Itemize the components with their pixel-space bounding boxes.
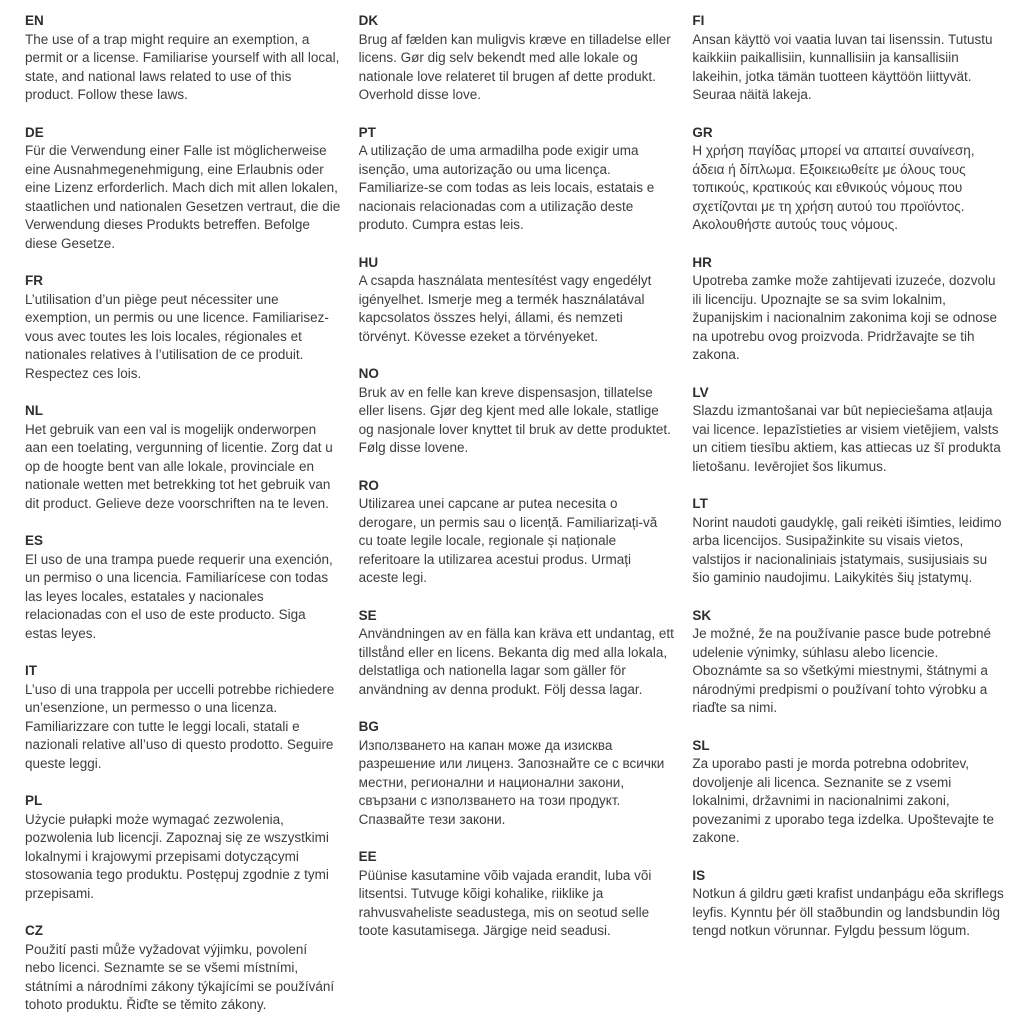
translation-text-fi: Ansan käyttö voi vaatia luvan tai lisenssin. Tutustu kaikkiin paikallisiin, kunnallisiin ja kansallisiin lakeihin, jotka tämän tuotteen käyttöön liittyvät. Seuraa näitä lakeja.: [692, 31, 993, 102]
language-block-nl: [25, 402, 341, 513]
translation-text-en: The use of a trap might require an exemption, a permit or a license. Familiarise yourself with all local, state, and national laws related to use of this product. Follow these laws.: [25, 31, 340, 102]
language-code-sl: SL: [692, 737, 710, 753]
language-code-is: IS: [692, 867, 706, 883]
translation-text-fr: L’utilisation d’un piège peut nécessiter une exemption, un permis ou une licence. Familiarisez-vous avec toutes les lois locales, régionales et nationales relatives à l’utilisation de ce produit. Respectez ces lois.: [25, 291, 329, 381]
language-code-lv: LV: [692, 384, 709, 400]
translation-text-is: Notkun á gildru gæti krafist undanþágu eða skriflegs leyfis. Kynntu þér öll staðbundin og landsbundin lög tengd notkun vörunnar. Fylgdu þessum lögum.: [692, 886, 1004, 938]
language-code-cz: CZ: [25, 923, 43, 938]
language-block-lv: [692, 384, 1008, 477]
language-code-it: IT: [25, 663, 37, 678]
language-code-fr: FR: [25, 273, 43, 288]
language-code-sk: SK: [692, 607, 712, 623]
language-code-pt: PT: [358, 124, 376, 140]
language-block-dk: [359, 12, 675, 105]
language-block-pl: [25, 792, 341, 903]
translation-text-no: Bruk av en felle kan kreve dispensasjon, tillatelse eller lisens. Gjør deg kjent med alle lokale, statlige og nasjonale lover knyttet til bruk av dette produktet. Følg disse lovene.: [358, 384, 671, 455]
language-code-hu: HU: [358, 254, 379, 270]
language-block-no: [359, 365, 675, 458]
translation-text-bg: Използването на капан може да изисква разрешение или лиценз. Запознайте се с всички местни, регионални и национални закони, свързани с използването на този продукт. Спазвайте тези закони.: [358, 737, 665, 827]
language-block-es: [25, 532, 341, 643]
language-block-se: [359, 607, 675, 700]
language-block-pt: [359, 124, 675, 235]
language-block-gr: [692, 124, 1008, 235]
language-block-hu: [359, 254, 675, 347]
translation-text-ro: Utilizarea unei capcane ar putea necesita o derogare, un permis sau o licență. Familiarizați-vă cu toate legile locale, regionale și naționale referitoare la utilizarea acestui produs. Urmați aceste legi.: [358, 496, 658, 585]
language-code-gr: GR: [692, 124, 713, 140]
language-code-de: DE: [25, 124, 44, 140]
language-block-fi: [692, 12, 1008, 105]
translation-text-hu: A csapda használata mentesítést vagy engedélyt igényelhet. Ismerje meg a termék használatával kapcsolatos összes helyi, állami, és nemzeti törvényt. Kövesse ezeket a törvényeket.: [358, 273, 652, 344]
column-middle: [359, 12, 675, 1024]
language-block-hr: [692, 254, 1008, 365]
language-code-en: EN: [25, 13, 44, 28]
translation-text-gr: Η χρήση παγίδας μπορεί να απαιτεί συναίνεση, άδεια ή δίπλωμα. Εξοικειωθείτε με όλους τους τοπικούς, κρατικούς και εθνικούς νόμους που σχετίζονται με τη χρήση αυτού του προϊόντος. Ακολουθήστε αυτούς τους νόμους.: [692, 143, 975, 232]
language-block-ro: [359, 477, 675, 588]
translation-text-pt: A utilização de uma armadilha pode exigir uma isenção, uma autorização ou uma licença. Familiarize-se com todas as leis locais, estatais e nacionais relacionadas com a utilização deste produto. Cumpra estas leis.: [358, 143, 655, 232]
language-block-cz: [25, 922, 341, 1015]
language-code-nl: NL: [25, 403, 43, 418]
language-code-se: SE: [358, 607, 377, 623]
language-code-fi: FI: [692, 13, 705, 28]
translation-text-dk: Brug af fælden kan muligvis kræve en tilladelse eller licens. Gør dig selv bekendt med alle lokale og nationale love relateret til brugen af dette produkt. Overhold disse love.: [358, 31, 671, 102]
language-block-it: [25, 662, 341, 773]
language-block-ee: [359, 848, 675, 941]
translation-text-sl: Za uporabo pasti je morda potrebna odobritev, dovoljenje ali licenca. Seznanite se z vsemi lokalnimi, državnimi in nacionalnimi zakoni, povezanimi z uporabo tega izdelka. Upoštevajte te zakone.: [692, 756, 995, 845]
language-code-no: NO: [358, 366, 379, 381]
language-code-lt: LT: [692, 496, 708, 511]
language-block-sl: [692, 737, 1008, 848]
language-block-bg: [359, 718, 675, 829]
language-block-is: [692, 867, 1008, 941]
language-code-hr: HR: [692, 254, 712, 270]
language-block-lt: [692, 495, 1008, 588]
column-left: [25, 12, 341, 1024]
translation-text-es: El uso de una trampa puede requerir una exención, un permiso o una licencia. Familiarícese con todas las leyes locales, estatales y nacionales relacionadas con el uso de este producto. Siga estas leyes.: [25, 551, 333, 641]
language-code-ro: RO: [358, 477, 379, 493]
translation-text-ee: Püünise kasutamine võib vajada erandit, luba või litsentsi. Tutvuge kõigi kohalike, riiklike ja rahvusvaheliste seadustega, mis on seotud selle toote kasutamisega. Järgige neid seadusi.: [358, 867, 652, 938]
translation-text-cz: Použití pasti může vyžadovat výjimku, povolení nebo licenci. Seznamte se se všemi místními, státními a národními zákony týkajícími se používání tohoto produktu. Řiďte se těmito zákony.: [25, 941, 335, 1012]
translation-text-lt: Norint naudoti gaudyklę, gali reikėti išimties, leidimo arba licencijos. Susipažinkite su visais vietos, valstijos ir nacionaliniais įstatymais, susijusiais su šio gaminio naudojimu. Laikykitės šių įstatymų.: [692, 514, 1002, 585]
translation-text-pl: Użycie pułapki może wymagać zezwolenia, pozwolenia lub licencji. Zapoznaj się ze wszystkimi lokalnymi i krajowymi przepisami dotyczącymi stosowania tego produktu. Postępuj zgodnie z tymi przepisami.: [25, 811, 329, 901]
language-block-fr: [25, 272, 341, 383]
column-right: [692, 12, 1008, 1024]
language-code-dk: DK: [358, 13, 379, 28]
translation-text-se: Användningen av en fälla kan kräva ett undantag, ett tillstånd eller en licens. Bekanta dig med alla lokala, delstatliga och nationella lagar som gäller för användning av denna produkt. Följ dessa lagar.: [358, 626, 674, 697]
language-block-sk: [692, 607, 1008, 718]
language-code-bg: BG: [358, 719, 379, 734]
language-code-ee: EE: [358, 849, 377, 864]
translation-text-de: Für die Verwendung einer Falle ist möglicherweise eine Ausnahmegenehmigung, eine Erlaubnis oder eine Lizenz erforderlich. Mach dich mit allen lokalen, staatlichen und nationalen Gesetzen vertraut, die die Verwendung dieses Produkts betreffen. Befolge diese Gesetze.: [25, 143, 341, 251]
language-code-pl: PL: [25, 793, 43, 808]
translation-text-sk: Je možné, že na používanie pasce bude potrebné udelenie výnimky, súhlasu alebo licencie. Oboznámte sa so všetkými miestnymi, štátnymi a národnými predpismi o používaní tohto výrobku a riaďte sa nimi.: [692, 626, 992, 715]
language-block-en: [25, 12, 341, 105]
translation-text-hr: Upotreba zamke može zahtijevati izuzeće, dozvolu ili licenciju. Upoznajte se sa svim lokalnim, županijskim i nacionalnim zakonima koji se odnose na upotrebu ovog proizvoda. Pridržavajte se tih zakona.: [692, 273, 997, 362]
translation-text-lv: Slazdu izmantošanai var būt nepieciešama atļauja vai licence. Iepazīstieties ar visiem vietējiem, valsts un citiem tiesību aktiem, kas attiecas uz šī produkta lietošanu. Ievērojiet šos likumus.: [692, 403, 1001, 474]
language-block-de: [25, 124, 341, 254]
translation-text-nl: Het gebruik van een val is mogelijk onderworpen aan een toelating, vergunning of licentie. Zorg dat u op de hoogte bent van alle lokale, provinciale en nationale wetten met betrekking tot het gebruik van dit product. Gelieve deze voorschriften na te leven.: [25, 421, 333, 511]
language-code-es: ES: [25, 533, 44, 548]
translation-text-it: L’uso di una trappola per uccelli potrebbe richiedere un’esenzione, un permesso o una licenza. Familiarizzare con tutte le leggi locali, statali e nazionali relative all’uso di questo prodotto. Seguire queste leggi.: [25, 681, 335, 771]
